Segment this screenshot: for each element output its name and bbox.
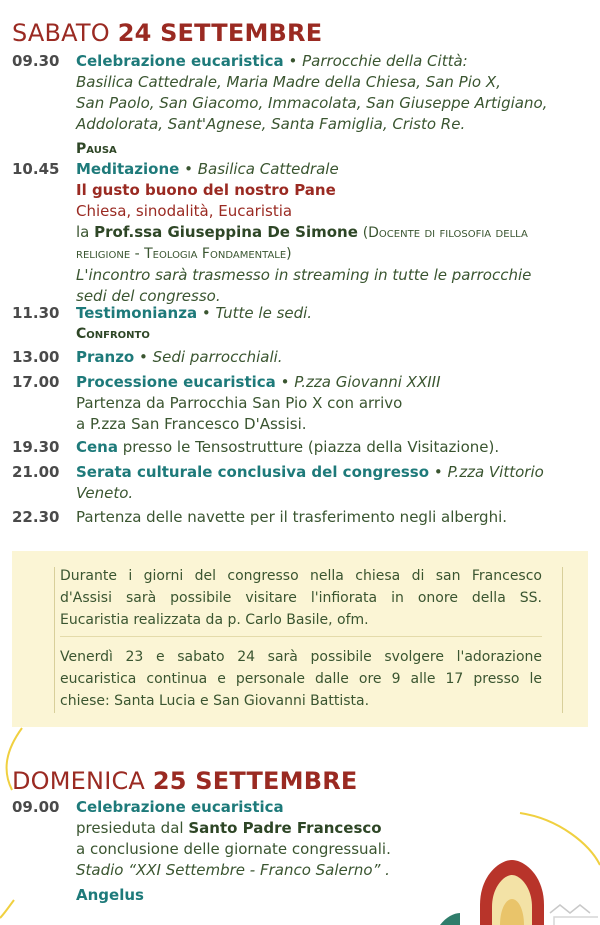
event-content [76, 303, 596, 345]
day-date: 25 SETTEMBRE [152, 767, 358, 795]
event-place: P.zza Vittorio [447, 463, 544, 481]
event-line: San Paolo, San Giacomo, Immacolata, San Giuseppe Artigiano, [76, 94, 548, 112]
info-paragraph-adorazione [60, 646, 542, 712]
event-title: Meditazione [76, 160, 180, 178]
bullet-separator: • [184, 160, 193, 178]
bullet-separator: • [433, 463, 443, 481]
event-time: 21.00 [12, 463, 60, 481]
event-content [76, 437, 596, 458]
speaker-role: religione - Teologia Fondamentale) [76, 246, 292, 262]
event-time: 13.00 [12, 348, 60, 366]
event-title: Celebrazione eucaristica [76, 798, 284, 816]
event-line: Addolorata, Sant'Agnese, Santa Famiglia, Cristo Re. [76, 115, 466, 133]
info-line: eucaristica continua e personale dalle ore 9 alle 17 presso le [60, 671, 542, 687]
event-line: Basilica Cattedrale, Maria Madre della Chiesa, San Pio X, [76, 73, 501, 91]
stream-note: L'incontro sarà trasmesso in streaming in tutte le parrocchie [76, 266, 532, 284]
event-title: Pranzo [76, 348, 135, 366]
event-line-prefix: presieduta dal [76, 819, 184, 837]
event-title: Celebrazione eucaristica [76, 52, 284, 70]
day-heading-domenica [12, 766, 357, 796]
info-box-right-rule [562, 567, 563, 713]
event-detail: Partenza delle navette per il trasferimento negli alberghi. [76, 508, 508, 526]
info-line: chiese: Santa Lucia e San Giovanni Battista. [60, 693, 370, 709]
stream-note: sedi del congresso. [76, 287, 221, 305]
event-line: a P.zza San Francesco D'Assisi. [76, 415, 307, 433]
event-title: Serata culturale conclusiva del congresso [76, 463, 430, 481]
bullet-separator: • [139, 348, 148, 366]
event-time: 09.30 [12, 52, 60, 70]
day-date: 24 SETTEMBRE [117, 19, 323, 47]
decorative-illustration [420, 805, 600, 925]
event-topic: Chiesa, sinodalità, Eucaristia [76, 202, 293, 220]
info-line: Durante i giorni del congresso nella chiesa di san Francesco [60, 568, 542, 584]
angelus-label: Angelus [76, 886, 144, 904]
event-time: 09.00 [12, 798, 60, 816]
event-place: Parrocchie della Città: [302, 52, 468, 70]
event-detail: presso le Tensostrutture (piazza della Visitazione). [122, 438, 500, 456]
speaker-name: Prof.ssa Giuseppina De Simone [94, 223, 358, 241]
event-title: Testimonianza [76, 304, 198, 322]
celebrant-name: Santo Padre Francesco [188, 819, 382, 837]
event-line: Partenza da Parrocchia San Pio X con arrivo [76, 394, 403, 412]
event-line: Veneto. [76, 484, 134, 502]
event-time: 17.00 [12, 373, 60, 391]
event-content [76, 507, 596, 528]
bullet-separator: • [201, 304, 211, 322]
info-line: Eucaristia realizzata da p. Carlo Basile, ofm. [60, 612, 369, 628]
day-weekday: DOMENICA [12, 767, 146, 795]
decorative-swoosh [0, 720, 30, 920]
info-box-left-rule [54, 567, 55, 713]
info-divider [60, 636, 542, 637]
event-place: Basilica Cattedrale [197, 160, 339, 178]
info-line: Venerdì 23 e sabato 24 sarà possibile svolgere l'adorazione [60, 649, 542, 665]
event-time: 11.30 [12, 304, 60, 322]
day-weekday: SABATO [12, 19, 110, 47]
event-content [76, 347, 596, 368]
event-line: a conclusione delle giornate congressuali. [76, 840, 391, 858]
event-content [76, 159, 596, 307]
event-place: Sedi parrocchiali. [152, 348, 283, 366]
speaker-prefix: la [76, 223, 90, 241]
event-content [76, 372, 596, 435]
bullet-separator: • [288, 52, 298, 70]
speaker-role: (Docente di filosofia della [362, 225, 528, 241]
info-paragraph-infiorata [60, 565, 542, 631]
event-title: Cena [76, 438, 118, 456]
event-content [76, 51, 596, 160]
event-note-pausa: Pausa [76, 141, 117, 157]
info-line: d'Assisi sarà possibile visitare l'infiorata in onore della SS. [60, 590, 542, 606]
event-place: P.zza Giovanni XXIII [294, 373, 441, 391]
event-subtitle: Il gusto buono del nostro Pane [76, 181, 336, 199]
info-box [12, 551, 588, 727]
event-time: 19.30 [12, 438, 60, 456]
event-venue: Stadio “XXI Settembre - Franco Salerno” . [76, 861, 390, 879]
event-content [76, 462, 596, 504]
event-time: 10.45 [12, 160, 60, 178]
event-note-confronto: Confronto [76, 326, 150, 342]
event-title: Processione eucaristica [76, 373, 276, 391]
event-place: Tutte le sedi. [215, 304, 313, 322]
event-time: 22.30 [12, 508, 60, 526]
day-heading-sabato [12, 18, 322, 48]
bullet-separator: • [280, 373, 290, 391]
